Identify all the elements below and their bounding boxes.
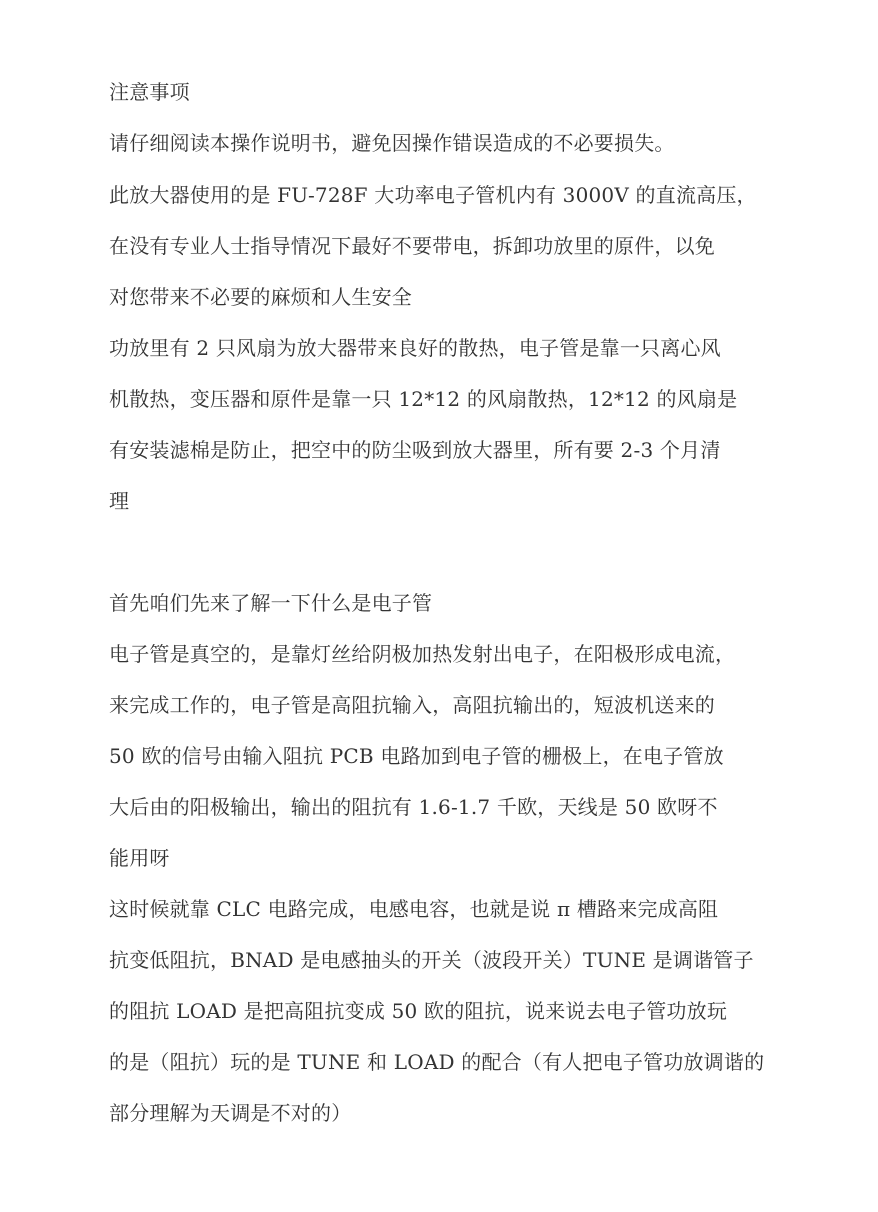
paragraph-line: 部分理解为天调是不对的） (109, 1101, 352, 1125)
paragraph-line: 理 (109, 489, 130, 513)
paragraph-line: 大后由的阳极输出，输出的阻抗有 1.6-1.7 千欧，天线是 50 欧呀不 (109, 795, 718, 819)
paragraph-line: 请仔细阅读本操作说明书，避免因操作错误造成的不必要损失。 (109, 131, 675, 155)
paragraph-line: 对您带来不必要的麻烦和人生安全 (109, 285, 412, 309)
paragraph-line: 机散热，变压器和原件是靠一只 12*12 的风扇散热，12*12 的风扇是 (109, 387, 738, 411)
paragraph-line: 在没有专业人士指导情况下最好不要带电，拆卸功放里的原件，以免 (109, 234, 715, 258)
paragraph-line: 功放里有 2 只风扇为放大器带来良好的散热，电子管是靠一只离心风 (109, 336, 721, 360)
paragraph-line: 50 欧的信号由输入阻抗 PCB 电路加到电子管的栅极上，在电子管放 (109, 744, 724, 768)
paragraph-line: 电子管是真空的，是靠灯丝给阴极加热发射出电子，在阳极形成电流， (109, 642, 736, 666)
paragraph-line: 能用呀 (109, 846, 170, 870)
paragraph-line: 此放大器使用的是 FU-728F 大功率电子管机内有 3000V 的直流高压， (109, 183, 757, 207)
paragraph-line: 这时候就靠 CLC 电路完成，电感电容，也就是说 π 槽路来完成高阻 (109, 897, 719, 921)
paragraph-line: 的是（阻抗）玩的是 TUNE 和 LOAD 的配合（有人把电子管功放调谐的 (109, 1050, 765, 1074)
paragraph-line: 的阻抗 LOAD 是把高阻抗变成 50 欧的阻抗，说来说去电子管功放玩 (109, 999, 728, 1023)
paragraph-line: 抗变低阻抗，BNAD 是电感抽头的开关（波段开关）TUNE 是调谐管子 (109, 948, 754, 972)
paragraph-line: 来完成工作的，电子管是高阻抗输入，高阻抗输出的，短波机送来的 (109, 693, 715, 717)
paragraph-line: 有安装滤棉是防止，把空中的防尘吸到放大器里，所有要 2-3 个月清 (109, 438, 721, 462)
section-heading-tube-intro: 首先咱们先来了解一下什么是电子管 (109, 591, 433, 615)
section-heading-precautions: 注意事项 (109, 80, 190, 104)
